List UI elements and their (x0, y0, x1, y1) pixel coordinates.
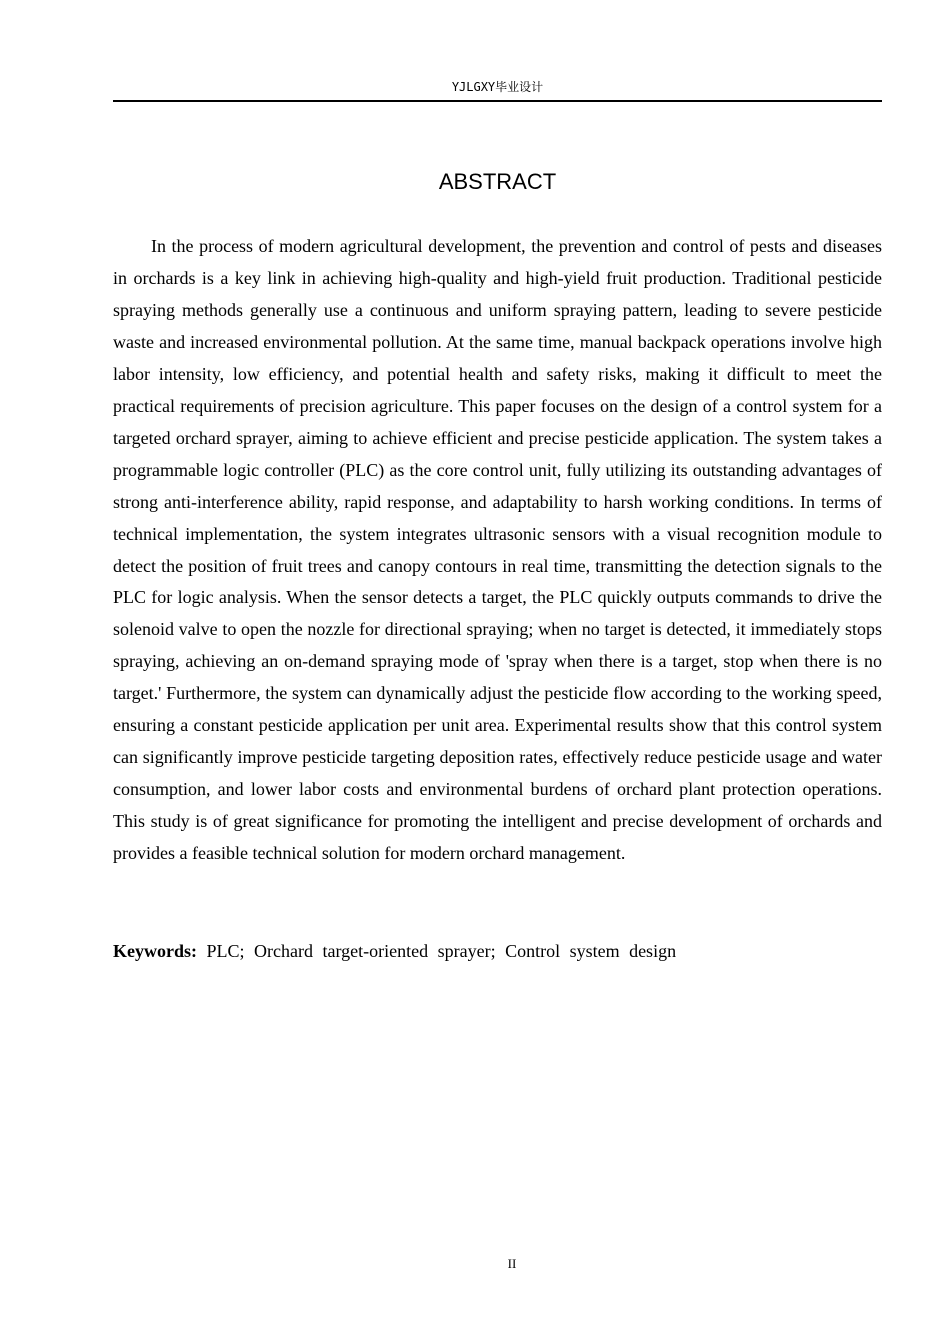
keywords-line (113, 935, 882, 967)
header-divider (113, 100, 882, 102)
abstract-title: ABSTRACT (438, 169, 557, 194)
keywords-value: PLC; Orchard target-oriented sprayer; Control system design (206, 941, 677, 961)
keywords-label: Keywords: (113, 941, 197, 961)
page-number: II (507, 1256, 517, 1271)
abstract-body: In the process of modern agricultural development, the prevention and control of pests and diseases in orchards is a key link in achieving high-quality and high-yield fruit production. Traditional pesticide spraying methods generally use a continuous and uniform spraying pattern, leading to severe pesticide waste and increased environmental pollution. At the same time, manual backpack operations involve high labor intensity, low efficiency, and potential health and safety risks, making it difficult to meet the practical requirements of precision agriculture. This paper focuses on the design of a control system for a targeted orchard sprayer, aiming to achieve efficient and precise pesticide application. The system takes a programmable logic controller (PLC) as the core control unit, fully utilizing its outstanding advantages of strong anti-interference ability, rapid response, and adaptability to harsh working conditions. In terms of technical implementation, the system integrates ultrasonic sensors with a visual recognition module to detect the position of fruit trees and canopy contours in real time, transmitting the detection signals to the PLC for logic analysis. When the sensor detects a target, the PLC quickly outputs commands to drive the solenoid valve to open the nozzle for directional spraying; when no target is detected, it immediately stops spraying, achieving an on-demand spraying mode of 'spray when there is a target, stop when there is no target.' Furthermore, the system can dynamically adjust the pesticide flow according to the working speed, ensuring a constant pesticide application per unit area. Experimental results show that this control system can significantly improve pesticide targeting deposition rates, effectively reduce pesticide usage and water consumption, and lower labor costs and environmental burdens of orchard plant protection operations. This study is of great significance for promoting the intelligent and precise development of orchards and provides a feasible technical solution for modern orchard management. (113, 236, 882, 864)
page-header: YJLGXY毕业设计 (451, 80, 544, 94)
